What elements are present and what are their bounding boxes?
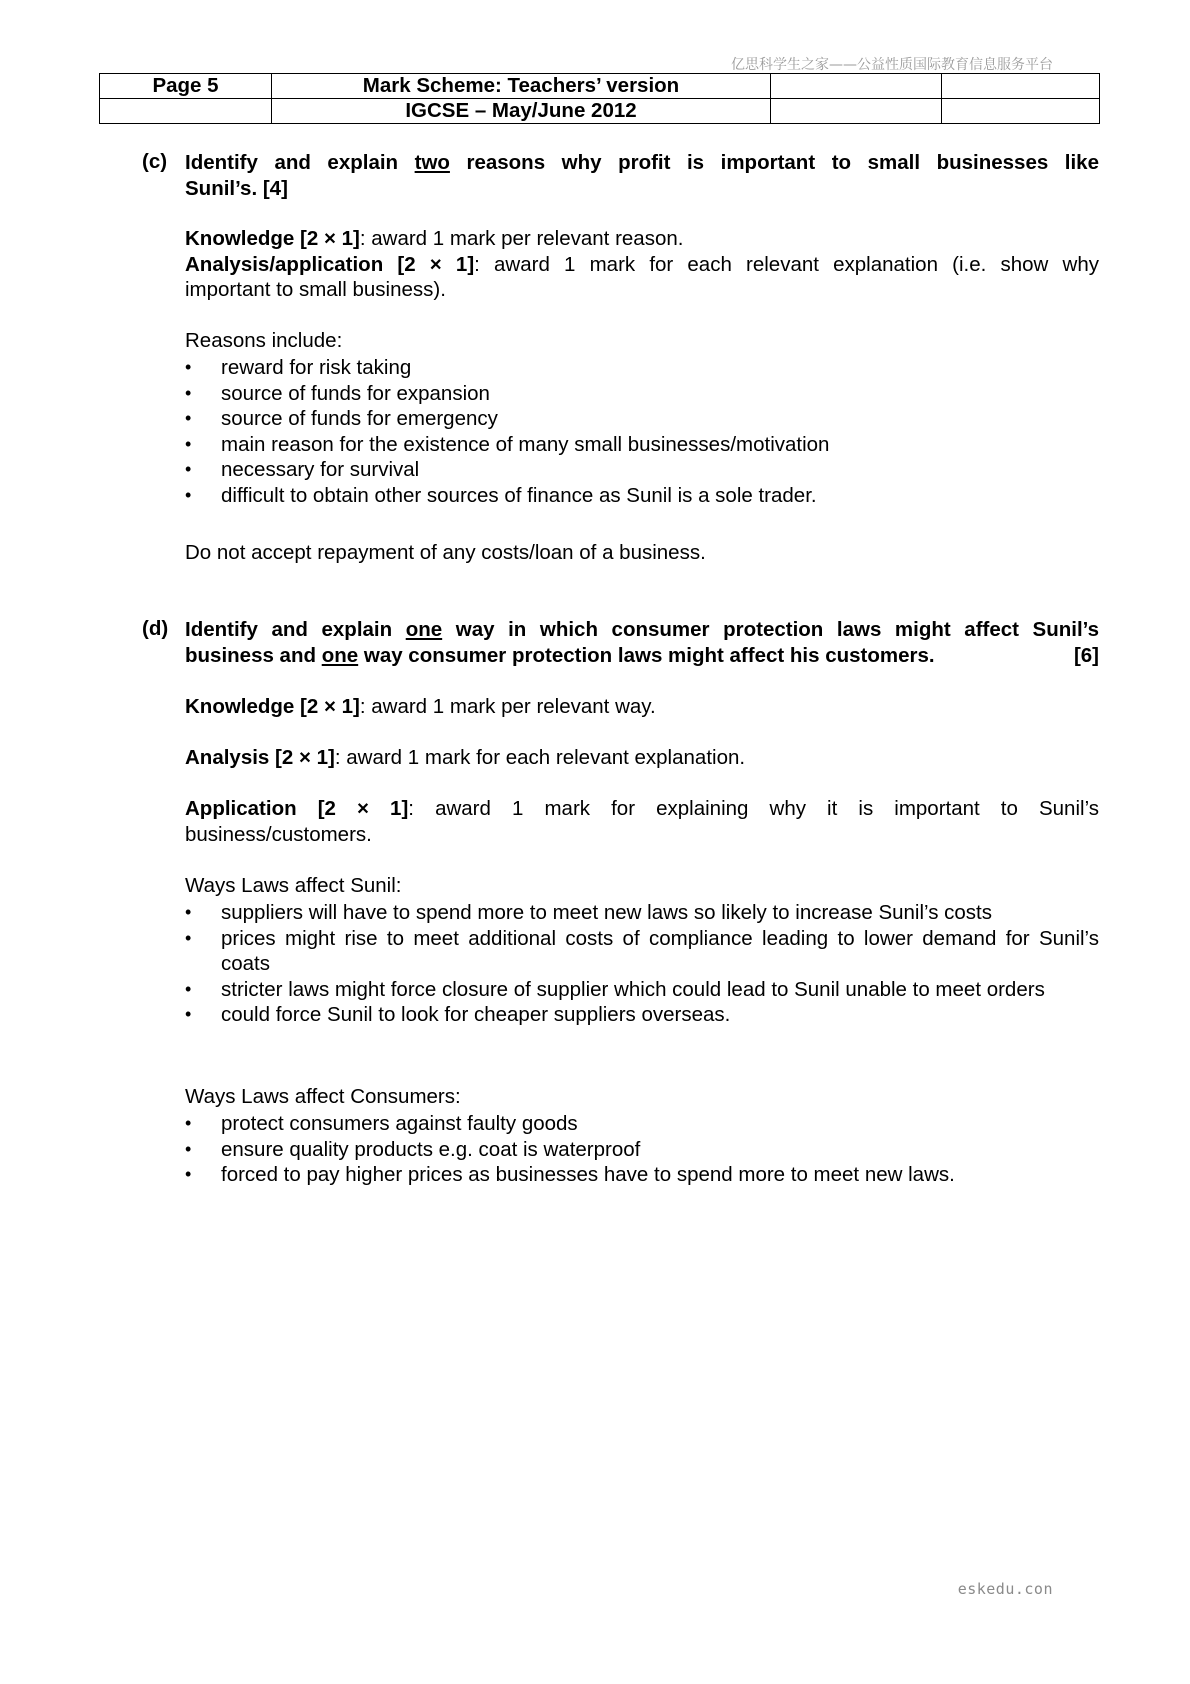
question-c-line1: Identify and explain two reasons why profit is important to small businesses like [185, 151, 1099, 174]
watermark-bottom-text: eskedu.con [957, 1580, 1053, 1598]
question-c-line2: Sunil’s. [4] [185, 176, 288, 200]
c-note: Do not accept repayment of any costs/loan of a business. [185, 541, 706, 564]
header-page: Page 5 [100, 74, 272, 99]
list-item: • suppliers will have to spend more to meet new laws so likely to increase Sunil’s costs [185, 900, 1099, 926]
d-consumers-list [185, 1111, 1099, 1188]
question-d-line2: business and one way consumer protection laws might affect his customers. [6] [185, 643, 1099, 667]
list-item: • reward for risk taking [185, 355, 1099, 381]
question-c-label: (c) [142, 150, 168, 173]
list-item: • stricter laws might force closure of supplier which could lead to Sunil unable to meet orders [185, 977, 1099, 1003]
header-title: Mark Scheme: Teachers’ version [272, 74, 771, 99]
header-empty-cell [100, 99, 272, 124]
c-analysis-line2: important to small business). [185, 278, 446, 301]
c-analysis: Analysis/application [2 × 1]: award 1 mark for each relevant explanation (i.e. show why [185, 252, 1099, 276]
list-item: • necessary for survival [185, 457, 1099, 483]
c-knowledge: Knowledge [2 × 1]: award 1 mark per relevant reason. [185, 227, 684, 250]
d-application-line2: business/customers. [185, 822, 372, 846]
question-d-line1: Identify and explain one way in which consumer protection laws might affect Sunil’s [185, 618, 1100, 641]
question-d-text [185, 617, 1099, 668]
header-empty-cell [942, 74, 1100, 99]
list-item: • protect consumers against faulty goods [185, 1111, 1099, 1137]
list-item: • main reason for the existence of many small businesses/motivation [185, 432, 1099, 458]
list-item: • difficult to obtain other sources of finance as Sunil is a sole trader. [185, 483, 1099, 509]
question-c-marking [185, 226, 1099, 303]
watermark-top-text: 亿思科学生之家——公益性质国际教育信息服务平台 [731, 57, 1053, 73]
list-item: • source of funds for emergency [185, 406, 1099, 432]
d-sunil-list [185, 900, 1099, 1028]
d-sunil-heading: Ways Laws affect Sunil: [185, 874, 402, 897]
d-consumers-heading: Ways Laws affect Consumers: [185, 1085, 461, 1108]
d-analysis: Analysis [2 × 1]: award 1 mark for each relevant explanation. [185, 746, 746, 769]
c-reasons-list [185, 355, 1099, 508]
d-knowledge: Knowledge [2 × 1]: award 1 mark per relevant way. [185, 695, 656, 718]
list-item: • prices might rise to meet additional costs of compliance leading to lower demand for Sunil’s coats [185, 926, 1099, 977]
header-empty-cell [771, 99, 942, 124]
header-table [99, 73, 1100, 124]
question-d-label: (d) [142, 617, 169, 640]
list-item: • ensure quality products e.g. coat is waterproof [185, 1137, 1099, 1163]
question-c-text [185, 150, 1099, 201]
header-exam: IGCSE – May/June 2012 [272, 99, 771, 124]
header-empty-cell [771, 74, 942, 99]
question-d-marks: [6] [1073, 643, 1099, 667]
list-item: • could force Sunil to look for cheaper suppliers overseas. [185, 1002, 1099, 1028]
list-item: • source of funds for expansion [185, 381, 1099, 407]
d-application-line1: Application [2 × 1]: award 1 mark for explaining why it is important to Sunil’s [185, 797, 1100, 820]
c-reasons-heading: Reasons include: [185, 329, 343, 352]
header-empty-cell [942, 99, 1100, 124]
list-item: • forced to pay higher prices as businesses have to spend more to meet new laws. [185, 1162, 1099, 1188]
d-application [185, 796, 1099, 847]
